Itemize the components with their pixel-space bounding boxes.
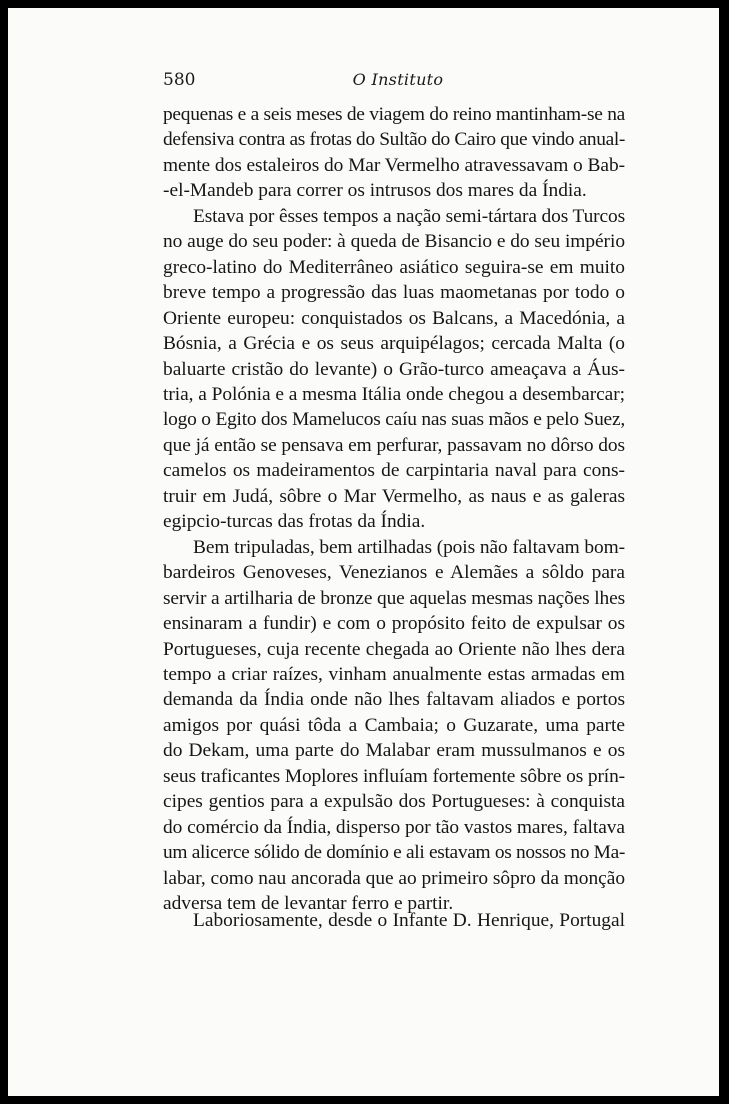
- text-line: seus traficantes Moplores influíam fortemente sôbre os prín-: [163, 765, 625, 787]
- text-line: greco-latino do Mediterrâneo asiático seguira-se em muito: [163, 256, 625, 278]
- text-line: amigos por quási tôda a Cambaia; o Guzarate, uma parte: [163, 714, 625, 736]
- page-number: 580: [163, 70, 196, 90]
- text-line: do Dekam, uma parte do Malabar eram mussulmanos e os: [163, 740, 625, 762]
- text-line: defensiva contra as frotas do Sultão do Cairo que vindo anual-: [163, 129, 625, 151]
- body-text: [163, 102, 625, 917]
- text-line: Bósnia, a Grécia e os seus arquipélagos; cercada Malta (o: [163, 333, 625, 355]
- text-line: bardeiros Genoveses, Venezianos e Alemães a sôldo para: [163, 562, 625, 584]
- text-line: ensinaram a fundir) e com o propósito feito de expulsar os: [163, 613, 625, 635]
- text-line: egipcio-turcas das frotas da Índia.: [163, 511, 426, 533]
- paragraph-1: [163, 102, 625, 204]
- text-line: tempo a criar raízes, vinham anualmente estas armadas em: [163, 663, 625, 685]
- text-line: camelos os madeiramentos de carpintaria naval para cons-: [163, 460, 625, 482]
- text-line: mente dos estaleiros do Mar Vermelho atravessavam o Bab-: [163, 154, 625, 176]
- text-line: Oriente europeu: conquistados os Balcans, a Macedónia, a: [163, 307, 625, 329]
- book-page: [8, 8, 719, 1096]
- text-line: um alicerce sólido de domínio e ali estavam os nossos no Ma-: [163, 842, 625, 864]
- text-line: Laboriosamente, desde o Infante D. Henrique, Portugal: [193, 910, 625, 931]
- text-line: adversa tem de levantar ferro e partir.: [163, 893, 454, 915]
- text-line: que já então se pensava em perfurar, passavam no dôrso dos: [163, 434, 625, 456]
- text-line: servir a artilharia de bronze que aquelas mesmas nações lhes: [163, 587, 625, 609]
- text-line: Bem tripuladas, bem artilhadas (pois não faltavam bom-: [193, 536, 625, 558]
- paragraph-4: [163, 908, 625, 933]
- text-line: labar, como nau ancorada que ao primeiro sôpro da monção: [163, 867, 625, 889]
- text-line: truir em Judá, sôbre o Mar Vermelho, as naus e as galeras: [163, 485, 625, 507]
- text-line: cipes gentios para a expulsão dos Portugueses: à conquista: [163, 791, 625, 813]
- text-line: logo o Egito dos Mamelucos caíu nas suas mãos e pelo Suez,: [163, 409, 625, 431]
- text-line: Estava por êsses tempos a nação semi-tártara dos Turcos: [193, 205, 625, 227]
- text-line: baluarte cristão do levante) o Grão-turco ameaçava a Áus-: [163, 358, 625, 380]
- text-line: pequenas e a seis meses de viagem do reino mantinham-se na: [163, 104, 625, 125]
- text-line: -el-Mandeb para correr os intrusos dos mares da Índia.: [163, 180, 587, 202]
- text-line: do comércio da Índia, disperso por tão vastos mares, faltava: [163, 816, 625, 838]
- paragraph-3: [163, 535, 625, 917]
- text-line: no auge do seu poder: à queda de Bisancio e do seu império: [163, 231, 625, 253]
- running-title: O Instituto: [352, 70, 444, 89]
- page-header: [163, 70, 633, 96]
- text-line: Portugueses, cuja recente chegada ao Oriente não lhes dera: [163, 638, 625, 660]
- text-line: tria, a Polónia e a mesma Itália onde chegou a desembarcar;: [163, 383, 625, 405]
- text-line: breve tempo a progressão das luas maometanas por todo o: [163, 282, 625, 304]
- text-line: demanda da Índia onde não lhes faltavam aliados e portos: [163, 689, 625, 711]
- paragraph-2: [163, 204, 625, 535]
